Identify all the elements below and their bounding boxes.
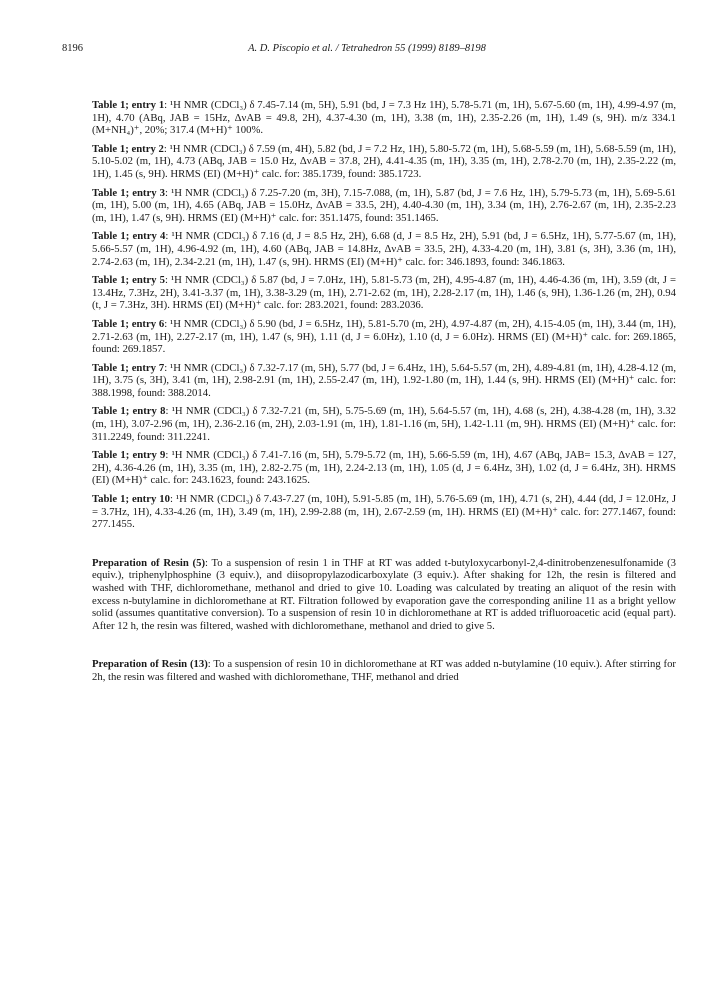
entry-label: Table 1; entry 2: [92, 142, 164, 155]
entry-text: : ¹H NMR (CDCl₃) δ 7.41-7.16 (m, 5H), 5.79-5.72 (m, 1H), 5.66-5.59 (m, 1H), 4.67 (ABq, JAB= 15.3, ΔνAB = 127, 2H), 4.36-4.26 (m, 1H), 3.35 (m, 1H), 2.82-2.75 (m, 1H), 2.24-2.13 (m, 1H), 1.05 (d, J = 6.4Hz, 3H), 1.02 (d, J = 6.4Hz, 3H). HRMS (EI) (M+H)⁺ calc. for: 243.1623, found: 243.1625.: [92, 449, 676, 487]
running-header: [62, 43, 672, 59]
entry-label: Table 1; entry 6: [92, 317, 165, 330]
prep-resin-5-paragraph: [92, 557, 676, 633]
page-number: 8196: [62, 43, 83, 54]
nmr-entry-5: [92, 274, 676, 312]
nmr-entry-1: [92, 99, 676, 137]
running-title: A. D. Piscopio et al. / Tetrahedron 55 (1999) 8189–8198: [248, 43, 486, 54]
nmr-entry-4: [92, 230, 676, 268]
entry-text: : ¹H NMR (CDCl₃) δ 7.45-7.14 (m, 5H), 5.91 (bd, J = 7.3 Hz 1H), 5.78-5.71 (m, 1H), 5.67-5.60 (m, 1H), 4.99-4.97 (m, 1H), 4.70 (ABq, JAB = 15Hz, ΔνAB = 49.8, 2H), 4.37-4.30 (m, 1H), 3.38 (m, 1H), 2.35-2.26 (m, 1H), 1.49 (s, 9H). m/z 334.1 (M+NH₄)⁺, 20%; 317.4 (M+H)⁺ 100%.: [92, 99, 676, 137]
entry-label: Table 1; entry 7: [92, 361, 165, 374]
entry-text: : ¹H NMR (CDCl₃) δ 5.90 (bd, J = 6.5Hz, 1H), 5.81-5.70 (m, 2H), 4.97-4.87 (m, 2H), 4.15-4.05 (m, 1H), 3.44 (m, 1H), 2.71-2.63 (m, 1H), 2.27-2.17 (m, 1H), 1.47 (s, 9H), 1.11 (d, J = 6.0Hz), 1.10 (d, J = 6.0Hz). HRMS (EI) (M+H)⁺ calc. for: 269.1865, found: 269.1857.: [92, 317, 677, 356]
nmr-entry-10: [92, 493, 676, 531]
section-text: : To a suspension of resin 10 in dichloromethane at RT was added n-butylamine (10 equiv.). After stirring for 2h, the resin was filtered and washed with dichloromethane, THF, methanol and dried: [92, 658, 676, 683]
entry-label: Table 1; entry 1: [92, 99, 165, 111]
entry-text: : ¹H NMR (CDCl₃) δ 7.59 (m, 4H), 5.82 (bd, J = 7.2 Hz, 1H), 5.80-5.72 (m, 1H), 5.68-5.59 (m, 1H), 5.68-5.59 (m, 1H), 5.10-5.02 (m, 1H), 4.73 (ABq, JAB = 15.0 Hz, ΔνAB = 37.8, 2H), 4.41-4.35 (m, 1H), 3.35 (m, 1H), 2.78-2.70 (m, 1H), 2.35-2.22 (m, 1H), 1.45 (s, 9H). HRMS (EI) (M+H)⁺ calc. for: 385.1739, found: 385.1723.: [92, 142, 676, 180]
entry-label: Table 1; entry 10: [92, 493, 170, 506]
nmr-entry-7: [92, 362, 676, 400]
prep-resin-13-paragraph: [92, 658, 676, 683]
entry-label: Table 1; entry 5: [92, 274, 165, 287]
entry-text: : ¹H NMR (CDCl₃) δ 5.87 (bd, J = 7.0Hz, 1H), 5.81-5.73 (m, 2H), 4.95-4.87 (m, 1H), 4.46-4.36 (m, 1H), 3.59 (dt, J = 13.4Hz, 7.3Hz, 2H), 3.41-3.37 (m, 1H), 3.38-3.29 (m, 1H), 2.71-2.62 (m, 1H), 2.28-2.17 (m, 1H), 1.46 (s, 9H), 1.36-1.26 (m, 2H), 0.94 (t, J = 7.3Hz, 3H). HRMS (EI) (M+H)⁺ calc. for: 283.2021, found: 283.2036.: [92, 274, 676, 312]
entry-text: : ¹H NMR (CDCl₃) δ 7.25-7.20 (m, 3H), 7.15-7.088, (m, 1H), 5.87 (bd, J = 7.6 Hz, 1H), 5.79-5.73 (m, 1H), 5.69-5.61 (m, 1H), 5.00 (m, 1H), 4.65 (ABq, JAB = 15.0Hz, ΔνAB = 33.5, 2H), 4.40-4.30 (m, 1H), 3.34 (m, 1H), 2.76-2.67 (m, 1H), 2.35-2.23 (m, 1H), 1.47 (s, 9H). HRMS (EI) (M+H)⁺ calc. for: 351.1475, found: 351.1465.: [92, 186, 677, 224]
entry-label: Table 1; entry 9: [92, 449, 166, 462]
entry-text: : ¹H NMR (CDCl₃) δ 7.16 (d, J = 8.5 Hz, 2H), 6.68 (d, J = 8.5 Hz, 2H), 5.91 (bd, J = 6.5Hz, 1H), 5.77-5.67 (m, 1H), 5.66-5.57 (m, 1H), 4.96-4.92 (m, 1H), 4.60 (ABq, JAB = 14.8Hz, ΔνAB = 33.5, 2H), 4.33-4.20 (m, 1H), 3.81 (s, 3H), 3.36 (m, 1H), 2.74-2.63 (m, 1H), 2.34-2.21 (m, 1H), 1.47 (s, 9H). HRMS (EI) (M+H)⁺ calc. for: 346.1893, found: 346.1863.: [92, 230, 676, 268]
entry-text: : ¹H NMR (CDCl₃) δ 7.32-7.17 (m, 5H), 5.77 (bd, J = 6.4Hz, 1H), 5.64-5.57 (m, 2H), 4.89-4.81 (m, 1H), 4.28-4.12 (m, 1H), 3.75 (s, 3H), 3.41 (m, 1H), 2.98-2.91 (m, 1H), 2.55-2.47 (m, 1H), 1.92-1.80 (m, 1H), 1.44 (s, 9H). HRMS (EI) (M+H)⁺ calc. for: 388.1998, found: 388.2014.: [92, 361, 677, 399]
nmr-entry-8: [92, 405, 676, 443]
section-title: Preparation of Resin (13): [92, 658, 208, 671]
nmr-entry-6: [92, 318, 676, 356]
entry-text: : ¹H NMR (CDCl₃) δ 7.32-7.21 (m, 5H), 5.75-5.69 (m, 1H), 5.64-5.57 (m, 1H), 4.68 (s, 2H), 4.38-4.28 (m, 1H), 3.32 (m, 1H), 3.07-2.96 (m, 1H), 2.36-2.16 (m, 2H), 2.03-1.91 (m, 1H), 1.81-1.16 (m, 5H), 1.42-1.11 (m, 9H). HRMS (EI) (M+H)⁺ calc. for: 311.2249, found: 311.2241.: [92, 405, 676, 443]
nmr-entry-9: [92, 449, 676, 487]
entry-label: Table 1; entry 4: [92, 230, 166, 243]
nmr-entry-3: [92, 187, 676, 225]
section-title: Preparation of Resin (5): [92, 556, 206, 569]
page-body: [92, 99, 676, 684]
section-text: : To a suspension of resin 1 in THF at RT was added t-butyloxycarbonyl-2,4-dinitrobenzenesulfonamide (3 equiv.), triphenylphosphine (3 equiv.), and diisopropylazodicarboxylate (3 equiv.). After shaking for 12h, the resin is filtered and washed with THF, dichloromethane, methanol and dried to give 10. Loading was calculated by treating an aliquot of the resin with excess n-butylamine in dichloromethane at RT. Filtration followed by evaporation gave the corresponding aniline 11 as a bright yellow solid (assumes quantitative conversion). To a suspension of resin 10 in dichloromethane at RT is added trifluoroacetic acid (equal part). After 12 h, the resin was filtered, washed with dichloromethane, methanol and dried to give 5.: [92, 556, 676, 632]
entry-text: : ¹H NMR (CDCl₃) δ 7.43-7.27 (m, 10H), 5.91-5.85 (m, 1H), 5.76-5.69 (m, 1H), 4.71 (s, 2H), 4.44 (dd, J = 12.0Hz, J = 3.7Hz, 1H), 4.33-4.26 (m, 1H), 3.49 (m, 1H), 2.99-2.88 (m, 1H), 2.67-2.59 (m, 1H). HRMS (EI) (M+H)⁺ calc. for: 277.1467, found: 277.1455.: [92, 493, 676, 531]
entry-label: Table 1; entry 8: [92, 405, 166, 418]
nmr-entry-2: [92, 143, 676, 181]
entry-label: Table 1; entry 3: [92, 186, 166, 199]
